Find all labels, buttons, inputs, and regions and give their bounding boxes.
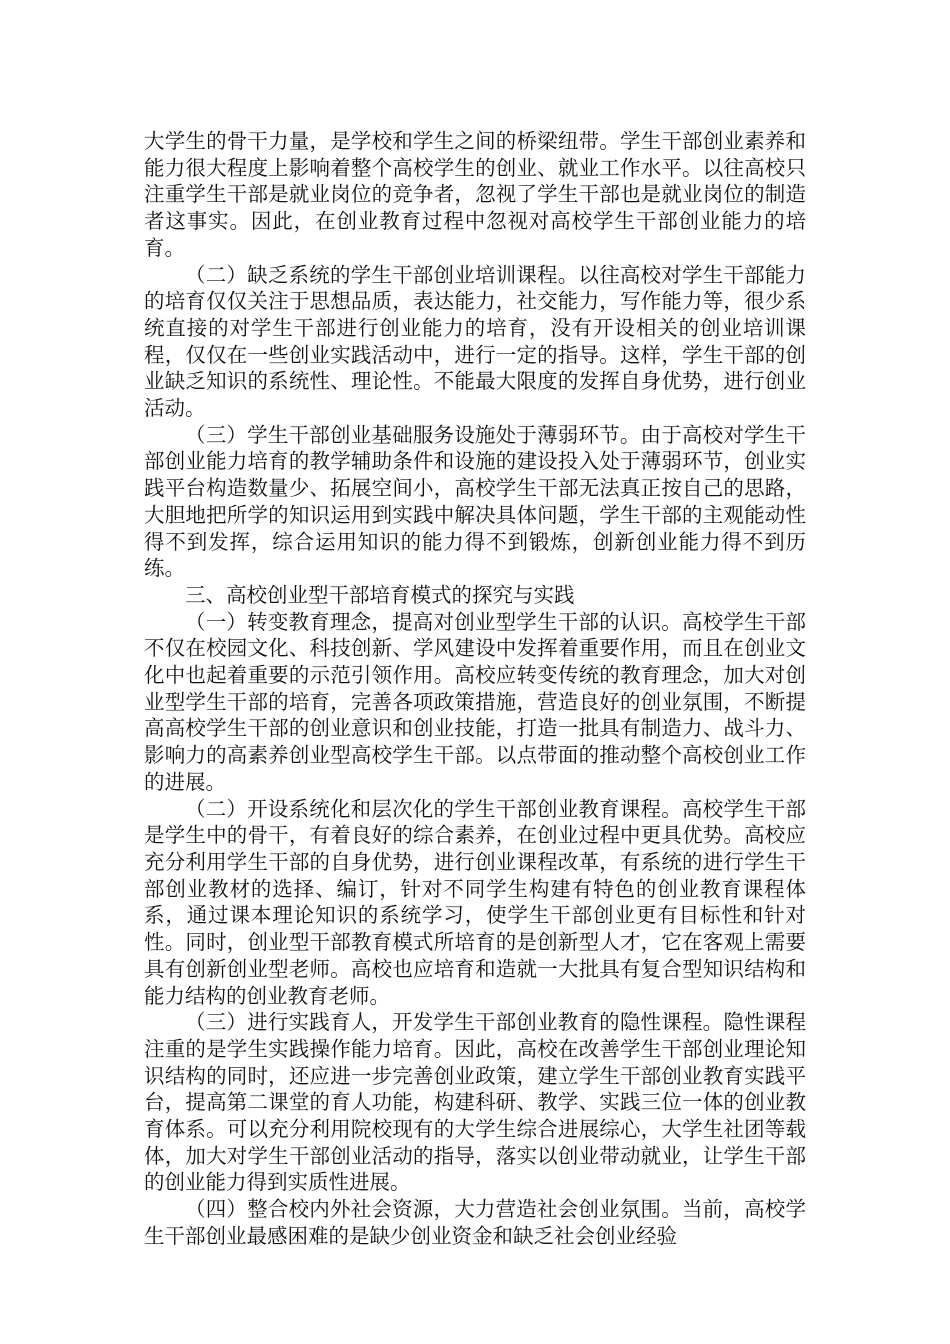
paragraph-intro-continuation: 大学生的骨干力量，是学校和学生之间的桥梁纽带。学生干部创业素养和能力很大程度上影响着整个高校学生的创业、就业工作水平。以往高校只注重学生干部是就业岗位的竞争者，忽视了学生干部也是就业岗位的制造者这事实。因此，在创业教育过程中忽视对高校学生干部创业能力的培育。 [144, 129, 806, 260]
paragraph-weak-infrastructure: （三）学生干部创业基础服务设施处于薄弱环节。由于高校对学生干部创业能力培育的教学辅助条件和设施的建设投入处于薄弱环节，创业实践平台构造数量少、拓展空间小，高校学生干部无法真正按自己的思路，大胆地把所学的知识运用到实践中解决具体问题，学生干部的主观能动性得不到发挥，综合运用知识的能力得不到锻炼，创新创业能力得不到历练。 [144, 422, 806, 581]
section-heading-3: 三、高校创业型干部培育模式的探究与实践 [185, 582, 575, 607]
paragraph-change-education-concept: （一）转变教育理念，提高对创业型学生干部的认识。高校学生干部不仅在校园文化、科技创新、学风建设中发挥着重要作用，而且在创业文化中也起着重要的示范引领作用。高校应转变传统的教育理念，加大对创业型学生干部的培育，完善各项政策措施，营造良好的创业氛围，不断提高高校学生干部的创业意识和创业技能，打造一批具有制造力、战斗力、影响力的高素养创业型高校学生干部。以点带面的推动整个高校创业工作的进展。 [144, 609, 806, 794]
paragraph-systematic-courses: （二）开设系统化和层次化的学生干部创业教育课程。高校学生干部是学生中的骨干，有着良好的综合素养，在创业过程中更具优势。高校应充分利用学生干部的自身优势，进行创业课程改革，有系统的进行学生干部创业教材的选择、编订，针对不同学生构建有特色的创业教育课程体系，通过课本理论知识的系统学习，使学生干部创业更有目标性和针对性。同时，创业型干部教育模式所培育的是创新型人才，它在客观上需要具有创新创业型老师。高校也应培育和造就一大批具有复合型知识结构和能力结构的创业教育老师。 [144, 796, 806, 1008]
paragraph-lack-training-courses: （二）缺乏系统的学生干部创业培训课程。以往高校对学生干部能力的培育仅仅关注于思想品质，表达能力，社交能力，写作能力等，很少系统直接的对学生干部进行创业能力的培育，没有开设相关的创业培训课程，仅仅在一些创业实践活动中，进行一定的指导。这样，学生干部的创业缺乏知识的系统性、理论性。不能最大限度的发挥自身优势，进行创业活动。 [144, 262, 806, 421]
document-body [144, 128, 806, 1250]
paragraph-integrate-resources: （四）整合校内外社会资源，大力营造社会创业氛围。当前，高校学生干部创业最感困难的是缺少创业资金和缺乏社会创业经验 [144, 1197, 806, 1248]
paragraph-practice-education: （三）进行实践育人，开发学生干部创业教育的隐性课程。隐性课程注重的是学生实践操作能力培育。因此，高校在改善学生干部创业理论知识结构的同时，还应进一步完善创业政策，建立学生干部创业教育实践平台，提高第二课堂的育人功能，构建科研、教学、实践三位一体的创业教育体系。可以充分利用院校现有的大学生综合进展综心，大学生社团等载体，加大对学生干部创业活动的指导，落实以创业带动就业，让学生干部的创业能力得到实质性进展。 [144, 1010, 806, 1195]
